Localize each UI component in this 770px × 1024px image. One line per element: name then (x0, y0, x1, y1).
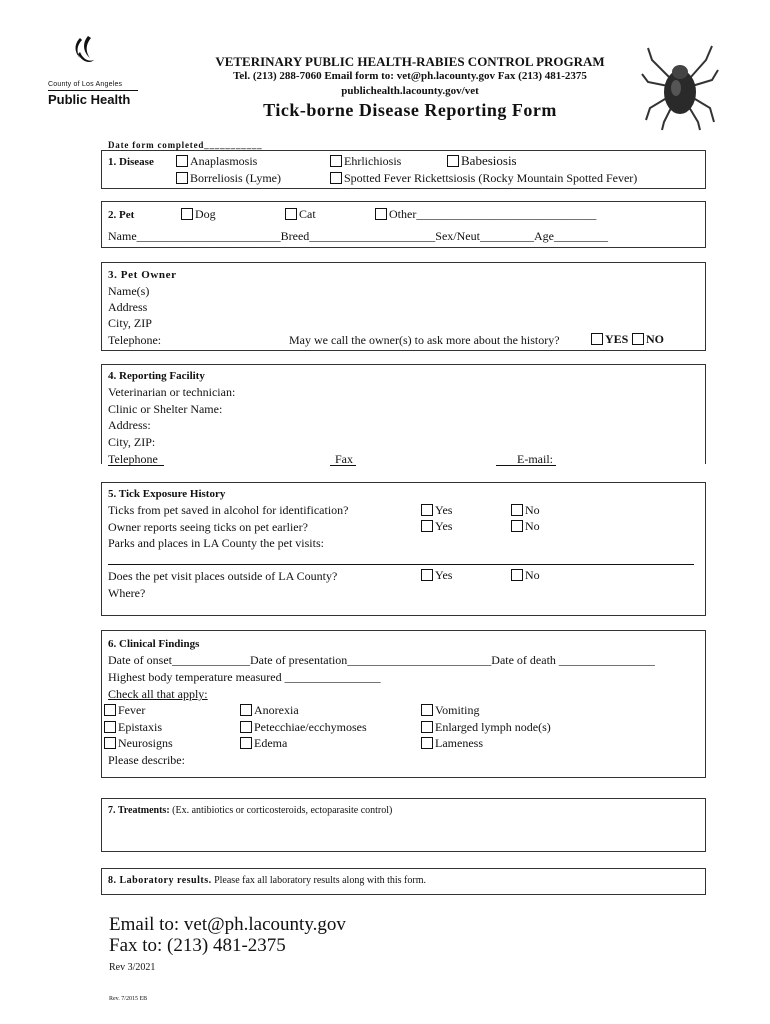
checkbox-rmsf[interactable] (330, 172, 342, 184)
pet-label: 2. Pet (108, 209, 135, 221)
petecchiae-label: Petecchiae/ecchymoses (254, 720, 367, 734)
lameness-label: Lameness (435, 736, 483, 750)
fever-label: Fever (118, 703, 146, 717)
lyme-label: Borreliosis (Lyme) (190, 171, 281, 185)
checkbox-neurosigns[interactable] (104, 737, 116, 749)
sign-vomiting[interactable] (421, 703, 479, 717)
checkbox-dog[interactable] (181, 208, 193, 220)
q1-no[interactable] (511, 503, 540, 517)
facility-clinic[interactable]: Clinic or Shelter Name: (108, 402, 223, 416)
sign-petecchiae[interactable] (240, 720, 367, 734)
checkbox-anorexia[interactable] (240, 704, 252, 716)
clinical-dates[interactable]: Date of onset_____________Date of presentation________________________Date of death ________________ (108, 653, 655, 667)
checkbox-lameness[interactable] (421, 737, 433, 749)
checkbox-vomiting[interactable] (421, 704, 433, 716)
call-no-label: NO (646, 332, 664, 346)
cat-label: Cat (299, 207, 316, 221)
q2-no-label: No (525, 519, 540, 533)
facility-address[interactable]: Address: (108, 418, 151, 432)
facility-city[interactable]: City, ZIP: (108, 435, 156, 449)
footer-email: Email to: vet@ph.lacounty.gov (109, 914, 346, 935)
q4-no-label: No (525, 568, 540, 582)
lab-line (108, 874, 426, 888)
facility-fax[interactable]: Fax (335, 452, 353, 466)
checkbox-q2-no[interactable] (511, 520, 523, 532)
pet-dog[interactable] (181, 207, 216, 221)
facility-label: 4. Reporting Facility (108, 370, 205, 382)
checkbox-q1-yes[interactable] (421, 504, 433, 516)
owner-address[interactable]: Address (108, 300, 148, 314)
anaplasmosis-label: Anaplasmosis (190, 154, 258, 168)
q1-no-label: No (525, 503, 540, 517)
email-underline (496, 465, 556, 466)
disease-ehrlichiosis[interactable] (330, 154, 401, 168)
sign-neurosigns[interactable] (104, 736, 173, 750)
checkbox-q1-no[interactable] (511, 504, 523, 516)
footer-rev: Rev 3/2021 (109, 962, 156, 973)
exposure-q3: Parks and places in LA County the pet visits: (108, 536, 324, 550)
sign-lameness[interactable] (421, 736, 483, 750)
clinical-describe[interactable]: Please describe: (108, 753, 185, 767)
call-question: May we call the owner(s) to ask more about the history? (289, 333, 560, 347)
checkbox-q4-no[interactable] (511, 569, 523, 581)
checkbox-call-yes[interactable] (591, 333, 603, 345)
disease-rmsf[interactable] (330, 171, 637, 185)
checkbox-q2-yes[interactable] (421, 520, 433, 532)
sign-lymph[interactable] (421, 720, 551, 734)
checkbox-call-no[interactable] (632, 333, 644, 345)
website: publichealth.lacounty.gov/vet (341, 85, 479, 97)
edema-label: Edema (254, 736, 288, 750)
pet-details-line[interactable]: Name________________________Breed_____________________Sex/Neut_________Age_________ (108, 229, 608, 243)
checkbox-q4-yes[interactable] (421, 569, 433, 581)
epistaxis-label: Epistaxis (118, 720, 162, 734)
exposure-label: 5. Tick Exposure History (108, 488, 226, 500)
tick-icon (640, 38, 720, 133)
fax-underline (330, 465, 356, 466)
anorexia-label: Anorexia (254, 703, 299, 717)
checkbox-babesiosis[interactable] (447, 155, 459, 167)
facility-email[interactable]: E-mail: (517, 452, 553, 466)
checkbox-lyme[interactable] (176, 172, 188, 184)
check-all-label: Check all that apply: (108, 687, 208, 701)
treatments-note: (Ex. antibiotics or corticosteroids, ectoparasite control) (172, 805, 393, 816)
footer-fax: Fax to: (213) 481-2375 (109, 935, 286, 956)
checkbox-cat[interactable] (285, 208, 297, 220)
checkbox-anaplasmosis[interactable] (176, 155, 188, 167)
telephone-underline (108, 465, 164, 466)
program-title: VETERINARY PUBLIC HEALTH-RABIES CONTROL PROGRAM (215, 54, 605, 69)
rmsf-label: Spotted Fever Rickettsiosis (Rocky Mountain Spotted Fever) (344, 171, 638, 185)
call-yes[interactable] (591, 332, 628, 346)
parks-underline[interactable] (108, 564, 694, 565)
sign-epistaxis[interactable] (104, 720, 162, 734)
sign-edema[interactable] (240, 736, 287, 750)
exposure-q1: Ticks from pet saved in alcohol for identification? (108, 503, 349, 517)
pet-other[interactable] (375, 207, 596, 221)
tick-image (640, 38, 720, 133)
county-logo (48, 34, 138, 107)
owner-names[interactable]: Name(s) (108, 284, 150, 298)
facility-vet[interactable]: Veterinarian or technician: (108, 385, 236, 399)
pet-cat[interactable] (285, 207, 316, 221)
vomiting-label: Vomiting (435, 703, 480, 717)
owner-city[interactable]: City, ZIP (108, 316, 152, 330)
disease-anaplasmosis[interactable] (176, 154, 257, 168)
disease-babesiosis[interactable] (447, 154, 517, 168)
date-completed[interactable]: Date form completed___________ (108, 140, 263, 150)
checkbox-edema[interactable] (240, 737, 252, 749)
checkbox-epistaxis[interactable] (104, 721, 116, 733)
exposure-q4: Does the pet visit places outside of LA County? (108, 569, 338, 583)
q2-yes[interactable] (421, 519, 452, 533)
babesiosis-label: Babesiosis (461, 153, 517, 168)
disease-label: 1. Disease (108, 156, 154, 168)
facility-telephone[interactable]: Telephone (108, 452, 158, 466)
call-no[interactable] (632, 332, 664, 346)
q4-no[interactable] (511, 568, 540, 582)
county-seal-icon (48, 34, 138, 76)
owner-telephone[interactable]: Telephone: (108, 333, 162, 347)
clinical-temp[interactable]: Highest body temperature measured ________________ (108, 670, 381, 684)
treatments-line (108, 804, 392, 818)
county-name: County of Los Angeles (48, 81, 123, 88)
contact-line: Tel. (213) 288-7060 Email form to: vet@ph.lacounty.gov Fax (213) 481-2375 (233, 70, 587, 82)
checkbox-lymph[interactable] (421, 721, 433, 733)
ehrlichiosis-label: Ehrlichiosis (344, 154, 402, 168)
form-title: Tick-borne Disease Reporting Form (263, 100, 557, 120)
dog-label: Dog (195, 207, 216, 221)
call-yes-label: YES (605, 332, 629, 346)
q4-yes[interactable] (421, 568, 452, 582)
clinical-label: 6. Clinical Findings (108, 638, 200, 650)
exposure-where[interactable]: Where? (108, 586, 146, 600)
disease-lyme[interactable] (176, 171, 281, 185)
sign-fever[interactable] (104, 703, 145, 717)
sign-anorexia[interactable] (240, 703, 299, 717)
footer-rev-old: Rev. 7/2015 EB (109, 996, 148, 1002)
checkbox-fever[interactable] (104, 704, 116, 716)
exposure-q2: Owner reports seeing ticks on pet earlier? (108, 520, 308, 534)
checkbox-other[interactable] (375, 208, 387, 220)
lab-label: 8. Laboratory results. (108, 875, 212, 886)
checkbox-ehrlichiosis[interactable] (330, 155, 342, 167)
owner-label: 3. Pet Owner (108, 269, 177, 281)
q1-yes[interactable] (421, 503, 452, 517)
q2-yes-label: Yes (435, 519, 453, 533)
other-field[interactable]: Other______________________________ (389, 207, 597, 221)
neurosigns-label: Neurosigns (118, 736, 173, 750)
q1-yes-label: Yes (435, 503, 453, 517)
public-health-logo: Public Health (48, 90, 138, 107)
lymph-label: Enlarged lymph node(s) (435, 720, 551, 734)
treatments-label: 7. Treatments: (108, 805, 170, 816)
q2-no[interactable] (511, 519, 540, 533)
q4-yes-label: Yes (435, 568, 453, 582)
lab-note: Please fax all laboratory results along with this form. (214, 875, 426, 886)
checkbox-petecchiae[interactable] (240, 721, 252, 733)
